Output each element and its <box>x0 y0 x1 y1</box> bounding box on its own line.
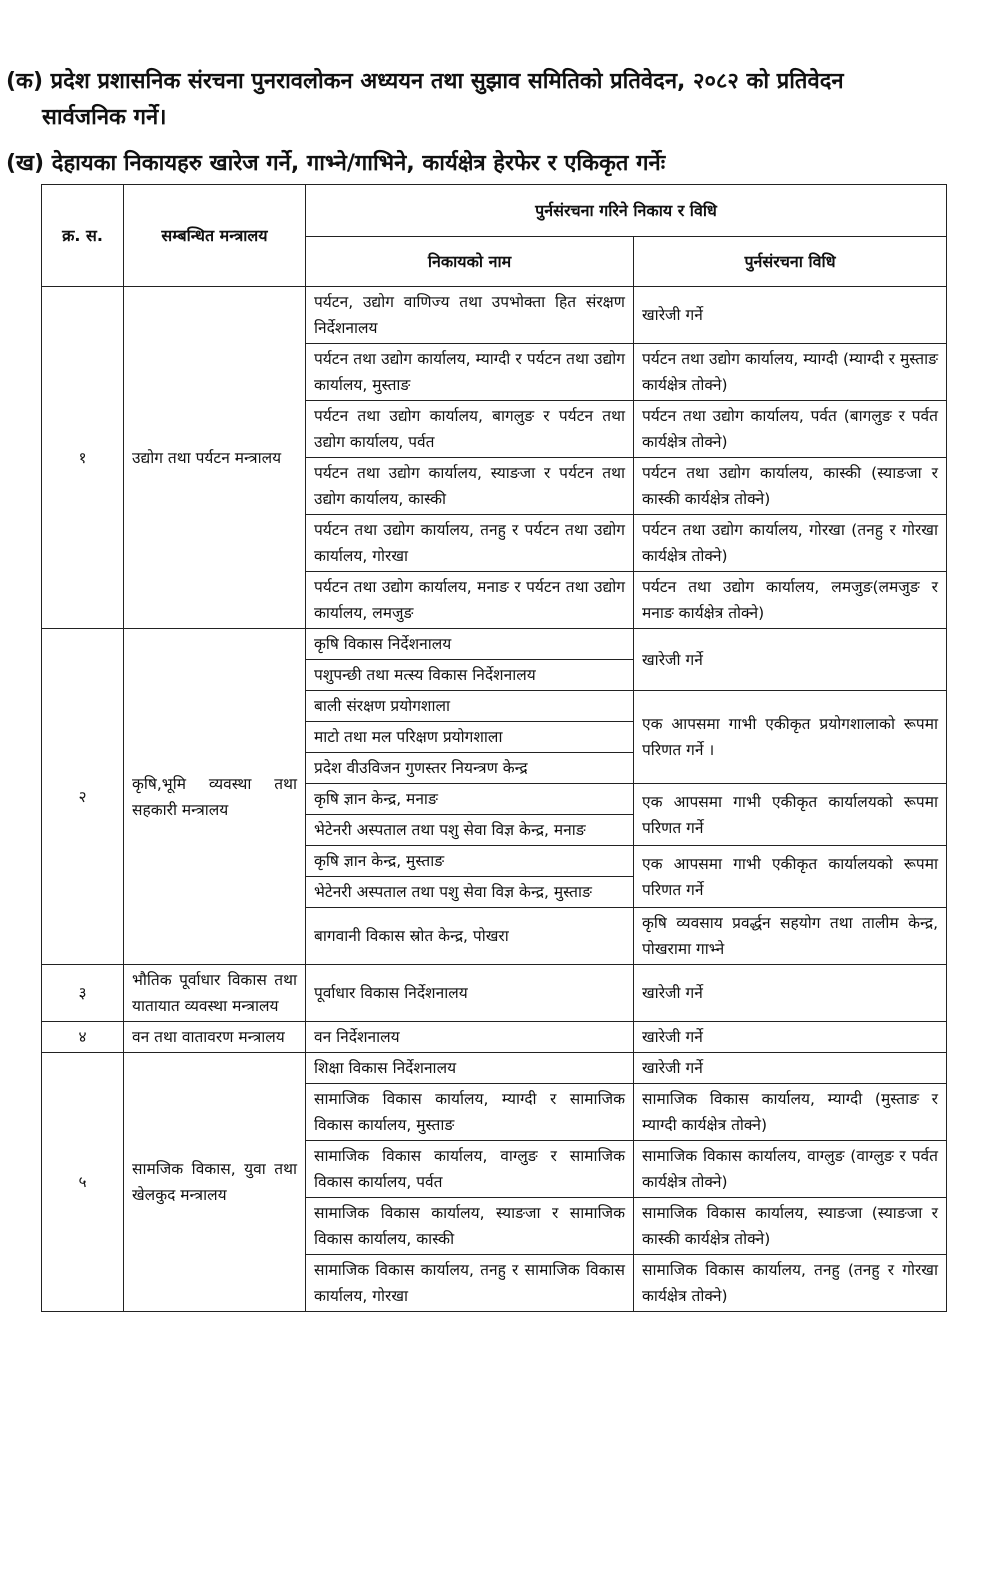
method: खारेजी गर्ने <box>634 965 947 1022</box>
body-name: माटो तथा मल परिक्षण प्रयोगशाला <box>306 722 634 753</box>
ministry-name: सामजिक विकास, युवा तथा खेलकुद मन्त्रालय <box>124 1053 306 1312</box>
paragraph-ka-line2: सार्वजनिक गर्ने। <box>42 105 167 130</box>
method: एक आपसमा गाभी एकीकृत प्रयोगशालाको रूपमा परिणत गर्ने । <box>634 691 947 784</box>
paragraph-kha: (ख) देहायका निकायहरु खारेज गर्ने, गाभ्ने/गाभिने, कार्यक्षेत्र हेरफेर र एकिकृत गर्नेः <box>6 151 666 176</box>
body-name: बाली संरक्षण प्रयोगशाला <box>306 691 634 722</box>
paragraph-ka <box>6 64 991 136</box>
table-row <box>42 629 947 660</box>
serial-number: ३ <box>42 965 124 1022</box>
table-header-row <box>42 185 947 237</box>
serial-number: २ <box>42 629 124 965</box>
method: सामाजिक विकास कार्यालय, वाग्लुङ (वाग्लुङ र पर्वत कार्यक्षेत्र तोक्ने) <box>634 1141 947 1198</box>
method: खारेजी गर्ने <box>634 1053 947 1084</box>
serial-number: १ <box>42 287 124 629</box>
method: पर्यटन तथा उद्योग कार्यालय, लमजुङ(लमजुङ र मनाङ कार्यक्षेत्र तोक्ने) <box>634 572 947 629</box>
body-name: पर्यटन, उद्योग वाणिज्य तथा उपभोक्ता हित संरक्षण निर्देशनालय <box>306 287 634 344</box>
ministry-name: कृषि,भूमि व्यवस्था तथा सहकारी मन्त्रालय <box>124 629 306 965</box>
header-group: पुर्नसंरचना गरिने निकाय र विधि <box>306 185 947 237</box>
body-name: वन निर्देशनालय <box>306 1022 634 1053</box>
body-name: पर्यटन तथा उद्योग कार्यालय, तनहु र पर्यटन तथा उद्योग कार्यालय, गोरखा <box>306 515 634 572</box>
body-name: कृषि ज्ञान केन्द्र, मुस्ताङ <box>306 846 634 877</box>
body-name: पूर्वाधार विकास निर्देशनालय <box>306 965 634 1022</box>
body-name: कृषि विकास निर्देशनालय <box>306 629 634 660</box>
table-row <box>42 965 947 1022</box>
method: पर्यटन तथा उद्योग कार्यालय, कास्की (स्याङजा र कास्की कार्यक्षेत्र तोक्ने) <box>634 458 947 515</box>
serial-number: ५ <box>42 1053 124 1312</box>
table-row <box>42 1022 947 1053</box>
ministry-name: उद्योग तथा पर्यटन मन्त्रालय <box>124 287 306 629</box>
body-name: प्रदेश वीउविजन गुणस्तर नियन्त्रण केन्द्र <box>306 753 634 784</box>
method: सामाजिक विकास कार्यालय, स्याङजा (स्याङजा र कास्की कार्यक्षेत्र तोक्ने) <box>634 1198 947 1255</box>
method: पर्यटन तथा उद्योग कार्यालय, गोरखा (तनहु र गोरखा कार्यक्षेत्र तोक्ने) <box>634 515 947 572</box>
header-serial-number: क्र. स. <box>42 185 124 287</box>
body-name: पर्यटन तथा उद्योग कार्यालय, म्याग्दी र पर्यटन तथा उद्योग कार्यालय, मुस्ताङ <box>306 344 634 401</box>
ministry-name: भौतिक पूर्वाधार विकास तथा यातायात व्यवस्था मन्त्रालय <box>124 965 306 1022</box>
body-name: बागवानी विकास स्रोत केन्द्र, पोखरा <box>306 908 634 965</box>
header-method: पुर्नसंरचना विधि <box>634 237 947 287</box>
body-name: भेटेनरी अस्पताल तथा पशु सेवा विज्ञ केन्द्र, मुस्ताङ <box>306 877 634 908</box>
serial-number: ४ <box>42 1022 124 1053</box>
body-name: सामाजिक विकास कार्यालय, तनहु र सामाजिक विकास कार्यालय, गोरखा <box>306 1255 634 1312</box>
body-name: पर्यटन तथा उद्योग कार्यालय, स्याङजा र पर्यटन तथा उद्योग कार्यालय, कास्की <box>306 458 634 515</box>
body-name: पशुपन्छी तथा मत्स्य विकास निर्देशनालय <box>306 660 634 691</box>
method: खारेजी गर्ने <box>634 629 947 691</box>
method: एक आपसमा गाभी एकीकृत कार्यालयको रूपमा परिणत गर्ने <box>634 846 947 908</box>
header-ministry: सम्बन्धित मन्त्रालय <box>124 185 306 287</box>
table-row <box>42 287 947 344</box>
method: एक आपसमा गाभी एकीकृत कार्यालयको रूपमा परिणत गर्ने <box>634 784 947 846</box>
body-name: पर्यटन तथा उद्योग कार्यालय, मनाङ र पर्यटन तथा उद्योग कार्यालय, लमजुङ <box>306 572 634 629</box>
header-body-name: निकायको नाम <box>306 237 634 287</box>
restructuring-table <box>41 184 947 1312</box>
method: सामाजिक विकास कार्यालय, म्याग्दी (मुस्ताङ र म्याग्दी कार्यक्षेत्र तोक्ने) <box>634 1084 947 1141</box>
method: कृषि व्यवसाय प्रवर्द्धन सहयोग तथा तालीम केन्द्र, पोखरामा गाभ्ने <box>634 908 947 965</box>
body-name: पर्यटन तथा उद्योग कार्यालय, बागलुङ र पर्यटन तथा उद्योग कार्यालय, पर्वत <box>306 401 634 458</box>
ministry-name: वन तथा वातावरण मन्त्रालय <box>124 1022 306 1053</box>
body-name: शिक्षा विकास निर्देशनालय <box>306 1053 634 1084</box>
method: खारेजी गर्ने <box>634 1022 947 1053</box>
body-name: सामाजिक विकास कार्यालय, स्याङजा र सामाजिक विकास कार्यालय, कास्की <box>306 1198 634 1255</box>
body-name: सामाजिक विकास कार्यालय, म्याग्दी र सामाजिक विकास कार्यालय, मुस्ताङ <box>306 1084 634 1141</box>
method: खारेजी गर्ने <box>634 287 947 344</box>
paragraph-ka-line1: (क) प्रदेश प्रशासनिक संरचना पुनरावलोकन अध्ययन तथा सुझाव समितिको प्रतिवेदन, २०८२ को प्रतिवेदन <box>6 69 844 94</box>
body-name: सामाजिक विकास कार्यालय, वाग्लुङ र सामाजिक विकास कार्यालय, पर्वत <box>306 1141 634 1198</box>
method: पर्यटन तथा उद्योग कार्यालय, म्याग्दी (म्याग्दी र मुस्ताङ कार्यक्षेत्र तोक्ने) <box>634 344 947 401</box>
method: सामाजिक विकास कार्यालय, तनहु (तनहु र गोरखा कार्यक्षेत्र तोक्ने) <box>634 1255 947 1312</box>
table-row <box>42 1053 947 1084</box>
body-name: कृषि ज्ञान केन्द्र, मनाङ <box>306 784 634 815</box>
body-name: भेटेनरी अस्पताल तथा पशु सेवा विज्ञ केन्द्र, मनाङ <box>306 815 634 846</box>
method: पर्यटन तथा उद्योग कार्यालय, पर्वत (बागलुङ र पर्वत कार्यक्षेत्र तोक्ने) <box>634 401 947 458</box>
